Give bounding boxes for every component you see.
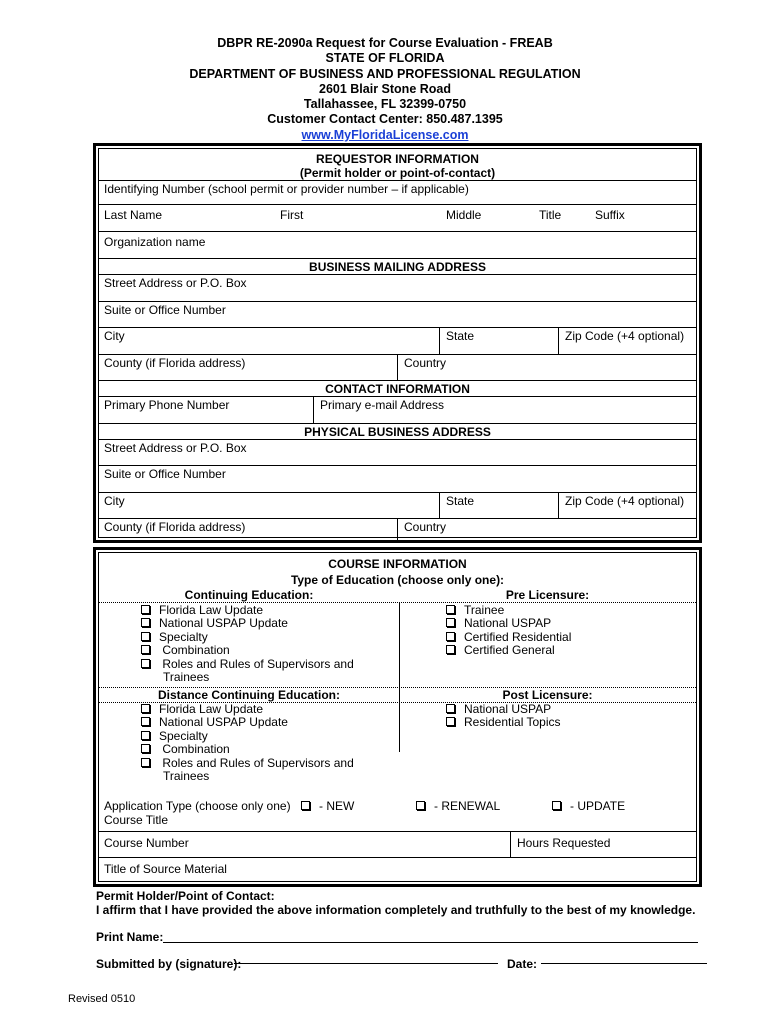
ce-item[interactable]: Specialty bbox=[141, 631, 354, 644]
form-title: DBPR RE-2090a Request for Course Evaluation - FREAB bbox=[217, 36, 553, 50]
last-name-label: Last Name bbox=[104, 208, 163, 222]
dce-item[interactable]: Specialty bbox=[141, 730, 354, 743]
dce-list bbox=[141, 703, 354, 783]
type-heading: Type of Education (choose only one): bbox=[290, 573, 505, 587]
course-title-label: Course Title bbox=[104, 813, 169, 827]
course-heading-row bbox=[99, 553, 696, 602]
physical-heading: PHYSICAL BUSINESS ADDRESS bbox=[304, 425, 491, 439]
checkbox-icon[interactable] bbox=[141, 632, 150, 641]
checkbox-icon[interactable] bbox=[141, 704, 150, 713]
requestor-heading-row bbox=[99, 149, 696, 180]
mailing-county-label: County (if Florida address) bbox=[104, 356, 246, 370]
pre-item[interactable]: National USPAP bbox=[446, 617, 571, 630]
pre-item[interactable]: Trainee bbox=[446, 604, 571, 617]
department-name: DEPARTMENT OF BUSINESS AND PROFESSIONAL REGULATION bbox=[189, 66, 581, 81]
ce-heading: Continuing Education: bbox=[184, 588, 314, 602]
requestor-subheading: (Permit holder or point-of-contact) bbox=[299, 166, 496, 180]
date-label: Date: bbox=[507, 957, 538, 971]
contact-heading-row bbox=[99, 380, 696, 397]
application-type-row bbox=[99, 791, 696, 831]
print-name-label: Print Name: bbox=[96, 930, 164, 944]
dce-post-row bbox=[99, 687, 696, 792]
post-heading: Post Licensure: bbox=[502, 688, 593, 702]
ce-pre-row bbox=[99, 602, 696, 688]
physical-county-row bbox=[99, 518, 696, 543]
checkbox-icon[interactable] bbox=[301, 801, 310, 810]
website-link[interactable]: www.MyFloridaLicense.com bbox=[301, 127, 469, 142]
mailing-street-field[interactable] bbox=[99, 274, 696, 302]
post-item[interactable]: National USPAP bbox=[446, 703, 561, 716]
physical-suite-field[interactable] bbox=[99, 465, 696, 493]
email-label: Primary e-mail Address bbox=[320, 398, 445, 412]
source-material-label: Title of Source Material bbox=[104, 862, 227, 876]
mailing-county-row bbox=[99, 354, 696, 381]
suffix-label: Suffix bbox=[595, 208, 625, 222]
mailing-suite-field[interactable] bbox=[99, 301, 696, 328]
app-update-option[interactable]: - UPDATE bbox=[552, 799, 625, 813]
identifying-number-label: Identifying Number (school permit or provider number – if applicable) bbox=[104, 182, 469, 196]
signature-label: Submitted by (signature): bbox=[96, 957, 242, 971]
checkbox-icon[interactable] bbox=[141, 605, 150, 614]
checkbox-icon[interactable] bbox=[446, 632, 455, 641]
physical-state-label: State bbox=[446, 494, 475, 508]
contact-row bbox=[99, 396, 696, 424]
ce-item-continued: Trainees bbox=[163, 670, 210, 685]
mailing-zip-label: Zip Code (+4 optional) bbox=[565, 329, 685, 343]
organization-field[interactable] bbox=[99, 231, 696, 259]
course-number-label: Course Number bbox=[104, 836, 189, 850]
dce-item[interactable]: Roles and Rules of Supervisors and bbox=[141, 757, 354, 770]
contact-heading: CONTACT INFORMATION bbox=[325, 382, 470, 396]
source-material-field[interactable] bbox=[99, 857, 696, 884]
pre-heading: Pre Licensure: bbox=[505, 588, 590, 602]
affirmation-text: I affirm that I have provided the above information completely and truthfully to the best of my knowledge. bbox=[96, 903, 696, 917]
physical-street-label: Street Address or P.O. Box bbox=[104, 441, 247, 455]
ce-item[interactable]: National USPAP Update bbox=[141, 617, 354, 630]
state-name: STATE OF FLORIDA bbox=[325, 51, 445, 66]
physical-city-row bbox=[99, 492, 696, 519]
post-list bbox=[446, 703, 561, 730]
mailing-heading-row bbox=[99, 258, 696, 275]
physical-heading-row bbox=[99, 423, 696, 440]
checkbox-icon[interactable] bbox=[446, 645, 455, 654]
checkbox-icon[interactable] bbox=[416, 801, 425, 810]
course-section bbox=[93, 547, 702, 887]
checkbox-icon[interactable] bbox=[141, 645, 150, 654]
app-renewal-option[interactable]: - RENEWAL bbox=[416, 799, 500, 813]
dce-heading: Distance Continuing Education: bbox=[158, 688, 340, 702]
permit-holder-label: Permit Holder/Point of Contact: bbox=[96, 889, 275, 903]
mailing-street-label: Street Address or P.O. Box bbox=[104, 276, 247, 290]
checkbox-icon[interactable] bbox=[141, 618, 150, 627]
pre-item[interactable]: Certified General bbox=[446, 644, 571, 657]
name-row bbox=[99, 204, 696, 232]
post-item[interactable]: Residential Topics bbox=[446, 716, 561, 729]
revision-note: Revised 0510 bbox=[68, 993, 136, 1005]
organization-label: Organization name bbox=[104, 235, 206, 249]
course-heading: COURSE INFORMATION bbox=[328, 557, 467, 571]
physical-zip-label: Zip Code (+4 optional) bbox=[565, 494, 685, 508]
checkbox-icon[interactable] bbox=[141, 659, 150, 668]
pre-item[interactable]: Certified Residential bbox=[446, 631, 571, 644]
signature-line[interactable] bbox=[234, 963, 498, 964]
mailing-city-row bbox=[99, 327, 696, 355]
contact-center: Customer Contact Center: 850.487.1395 bbox=[267, 112, 503, 127]
middle-name-label: Middle bbox=[446, 208, 482, 222]
application-type-label: Application Type (choose only one) bbox=[104, 799, 291, 813]
requestor-section bbox=[93, 143, 702, 543]
checkbox-icon[interactable] bbox=[141, 758, 150, 767]
checkbox-icon[interactable] bbox=[446, 717, 455, 726]
print-name-line[interactable] bbox=[163, 942, 698, 943]
ce-list bbox=[141, 604, 354, 684]
mailing-state-label: State bbox=[446, 329, 475, 343]
checkbox-icon[interactable] bbox=[446, 704, 455, 713]
pre-list bbox=[446, 604, 571, 658]
checkbox-icon[interactable] bbox=[141, 744, 150, 753]
hours-requested-label: Hours Requested bbox=[517, 836, 611, 850]
checkbox-icon[interactable] bbox=[446, 605, 455, 614]
ce-item[interactable]: Combination bbox=[141, 644, 354, 657]
dce-item[interactable]: Combination bbox=[141, 743, 354, 756]
checkbox-icon[interactable] bbox=[141, 717, 150, 726]
ce-item[interactable]: Roles and Rules of Supervisors and bbox=[141, 658, 354, 671]
physical-city-label: City bbox=[104, 494, 125, 508]
course-number-row bbox=[99, 831, 696, 858]
mailing-suite-label: Suite or Office Number bbox=[104, 303, 226, 317]
dce-item[interactable]: Florida Law Update bbox=[141, 703, 354, 716]
title-label: Title bbox=[539, 208, 562, 222]
address-line-1: 2601 Blair Stone Road bbox=[319, 81, 451, 96]
physical-country-label: Country bbox=[404, 520, 447, 534]
app-new-option[interactable]: - NEW bbox=[301, 799, 354, 813]
first-name-label: First bbox=[280, 208, 304, 222]
address-line-2: Tallahassee, FL 32399-0750 bbox=[303, 97, 467, 112]
dce-item-continued: Trainees bbox=[163, 769, 210, 784]
requestor-heading: REQUESTOR INFORMATION bbox=[316, 152, 479, 166]
mailing-city-label: City bbox=[104, 329, 125, 343]
mailing-heading: BUSINESS MAILING ADDRESS bbox=[309, 260, 486, 274]
dce-item[interactable]: National USPAP Update bbox=[141, 716, 354, 729]
checkbox-icon[interactable] bbox=[552, 801, 561, 810]
checkbox-icon[interactable] bbox=[446, 618, 455, 627]
identifying-number-field[interactable] bbox=[99, 180, 696, 205]
phone-label: Primary Phone Number bbox=[104, 398, 230, 412]
physical-street-field[interactable] bbox=[99, 439, 696, 466]
mailing-country-label: Country bbox=[404, 356, 447, 370]
ce-item[interactable]: Florida Law Update bbox=[141, 604, 354, 617]
physical-county-label: County (if Florida address) bbox=[104, 520, 246, 534]
form-header bbox=[0, 36, 770, 143]
physical-suite-label: Suite or Office Number bbox=[104, 467, 226, 481]
date-line[interactable] bbox=[541, 963, 707, 964]
checkbox-icon[interactable] bbox=[141, 731, 150, 740]
